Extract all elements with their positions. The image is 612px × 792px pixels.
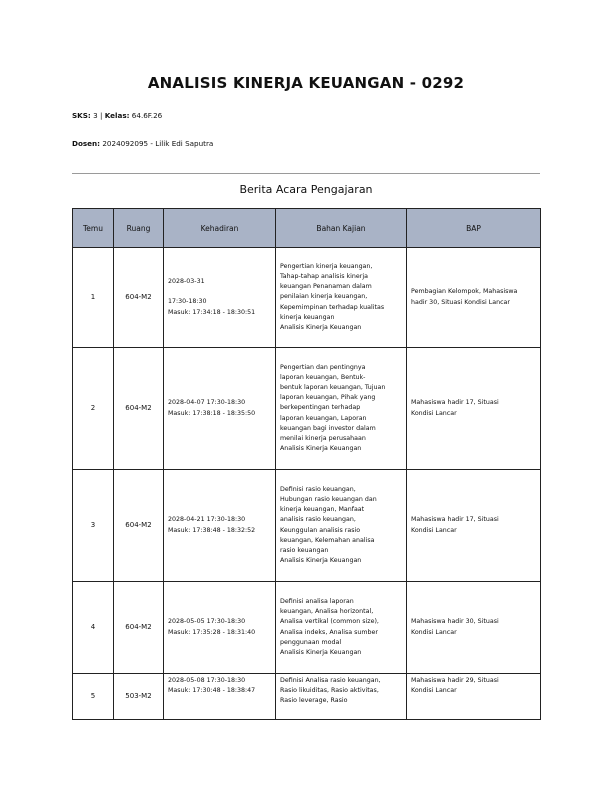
col-header-bahan-kajian: Bahan Kajian: [276, 209, 407, 248]
cell-line: Mahasiswa hadir 30, Situasi: [411, 618, 499, 626]
col-header-ruang: Ruang: [114, 209, 164, 248]
cell-line: Mahasiswa hadir 17, Situasi: [411, 516, 499, 524]
cell-bap: [407, 582, 541, 674]
table-row: [73, 348, 541, 470]
cell-temu: 1: [73, 248, 114, 348]
cell-ruang: 604-M2: [114, 248, 164, 348]
col-header-kehadiran: Kehadiran: [164, 209, 276, 248]
cell-kehadiran: [164, 470, 276, 582]
cell-kehadiran: [164, 348, 276, 470]
cell-line: analisis rasio keuangan,: [280, 516, 356, 524]
cell-bahan-kajian: [276, 674, 407, 720]
sks-value: 3: [93, 111, 98, 120]
section-title: Berita Acara Pengajaran: [239, 183, 373, 196]
cell-bap: [407, 674, 541, 720]
cell-line: 2028-05-08 17:30-18:30: [168, 677, 246, 684]
cell-temu: 4: [73, 582, 114, 674]
cell-bap: [407, 470, 541, 582]
document-title: ANALISIS KINERJA KEUANGAN - 0292: [147, 74, 465, 92]
cell-temu: 2: [73, 348, 114, 470]
cell-line: 2028-04-21 17:30-18:30: [168, 516, 246, 524]
cell-line: laporan keuangan, Bentuk-: [280, 373, 366, 381]
kelas-value: 64.6F.26: [131, 111, 163, 120]
cell-line: penilaian kinerja keuangan,: [280, 293, 368, 301]
table-row: [73, 674, 541, 720]
cell-line: Kondisi Lancar: [411, 687, 457, 695]
table-row: [73, 470, 541, 582]
cell-bap: [407, 348, 541, 470]
cell-line: Definisi rasio keuangan,: [280, 485, 356, 493]
cell-bahan-kajian: [276, 470, 407, 582]
cell-line: kinerja keuangan: [280, 313, 335, 321]
dosen-label: Dosen:: [72, 139, 101, 148]
cell-line: Masuk: 17:38:18 - 18:35:50: [168, 409, 256, 417]
horizontal-divider: [72, 173, 540, 174]
col-header-temu: Temu: [73, 209, 114, 248]
cell-line: Masuk: 17:35:28 - 18:31:40: [168, 628, 256, 636]
cell-bap: [407, 248, 541, 348]
cell-line: menilai kinerja perusahaan: [280, 435, 366, 442]
cell-line: Pembagian Kelompok, Mahasiswa: [411, 288, 518, 296]
cell-line: 2028-05-05 17:30-18:30: [168, 618, 246, 626]
cell-ruang: 604-M2: [114, 348, 164, 470]
cell-line: Masuk: 17:38:48 - 18:32:52: [168, 526, 256, 534]
cell-line: Analisa indeks, Analisa sumber: [280, 628, 379, 636]
table-row: [73, 582, 541, 674]
cell-line: Kondisi Lancar: [411, 409, 457, 417]
meta-separator: |: [99, 111, 103, 120]
cell-kehadiran: [164, 674, 276, 720]
cell-line: 17:30-18:30: [168, 298, 207, 306]
cell-line: keuangan Penanaman dalam: [280, 283, 372, 291]
cell-line: Definisi Analisa rasio keuangan,: [280, 677, 381, 684]
cell-temu: 3: [73, 470, 114, 582]
dosen-value: 2024092095 - Lilik Edi Saputra: [102, 139, 214, 148]
cell-line: rasio keuangan: [280, 546, 329, 554]
cell-line: Kepemimpinan terhadap kualitas: [280, 303, 385, 311]
cell-bahan-kajian: [276, 348, 407, 470]
cell-line: Rasio leverage, Rasio: [280, 697, 348, 705]
cell-line: Definisi analisa laporan: [280, 597, 354, 605]
cell-ruang: 604-M2: [114, 470, 164, 582]
cell-line: Tahap-tahap analisis kinerja: [280, 272, 368, 280]
cell-bahan-kajian: [276, 248, 407, 348]
kelas-label: Kelas:: [104, 111, 130, 120]
cell-line: Kondisi Lancar: [411, 526, 457, 534]
cell-line: Keunggulan analisis rasio: [280, 526, 361, 534]
teaching-report-table: [72, 208, 541, 720]
cell-line: Analisis Kinerja Keuangan: [280, 648, 362, 656]
cell-line: Rasio likuiditas, Rasio aktivitas,: [280, 687, 379, 695]
cell-line: laporan keuangan, Pihak yang: [280, 394, 376, 402]
cell-line: penggunaan modal: [280, 638, 342, 646]
cell-ruang: 604-M2: [114, 582, 164, 674]
cell-line: Analisis Kinerja Keuangan: [280, 445, 362, 453]
cell-line: Kondisi Lancar: [411, 628, 457, 636]
cell-kehadiran: [164, 582, 276, 674]
cell-line: Pengertian dan pentingnya: [280, 363, 366, 371]
cell-line: laporan keuangan, Laporan: [280, 414, 367, 422]
cell-bahan-kajian: [276, 582, 407, 674]
cell-ruang: 503-M2: [114, 674, 164, 720]
col-header-bap: BAP: [407, 209, 541, 248]
cell-line: 2028-03-31: [168, 278, 205, 286]
cell-line: Hubungan rasio keuangan dan: [280, 495, 377, 503]
cell-line: kinerja keuangan, Manfaat: [280, 506, 365, 514]
lecturer-meta: [72, 139, 213, 148]
cell-line: bentuk laporan keuangan, Tujuan: [280, 383, 386, 391]
cell-line: Mahasiswa hadir 29, Situasi: [411, 677, 499, 684]
cell-line: keuangan, Analisa horizontal,: [280, 608, 374, 616]
cell-line: keuangan, Kelemahan analisa: [280, 536, 375, 544]
table-header-row: [73, 209, 541, 248]
table-row: [73, 248, 541, 348]
cell-line: Analisis Kinerja Keuangan: [280, 324, 362, 331]
cell-kehadiran: [164, 248, 276, 348]
cell-line: 2028-04-07 17:30-18:30: [168, 399, 246, 407]
cell-line: Masuk: 17:34:18 - 18:30:51: [168, 308, 256, 316]
cell-line: keuangan bagi investor dalam: [280, 424, 376, 432]
cell-line: Analisa vertikal (common size),: [280, 618, 379, 626]
sks-label: SKS:: [72, 111, 91, 120]
cell-line: hadir 30, Situasi Kondisi Lancar: [411, 298, 511, 306]
cell-line: Mahasiswa hadir 17, Situasi: [411, 399, 499, 407]
cell-line: Analisis Kinerja Keuangan: [280, 557, 362, 565]
cell-line: berkepentingan terhadap: [280, 404, 361, 412]
cell-line: Pengertian kinerja keuangan,: [280, 262, 373, 270]
cell-line: Masuk: 17:30:48 - 18:38:47: [168, 687, 256, 695]
course-meta: [72, 111, 162, 120]
cell-temu: 5: [73, 674, 114, 720]
cell-line: [168, 287, 271, 297]
